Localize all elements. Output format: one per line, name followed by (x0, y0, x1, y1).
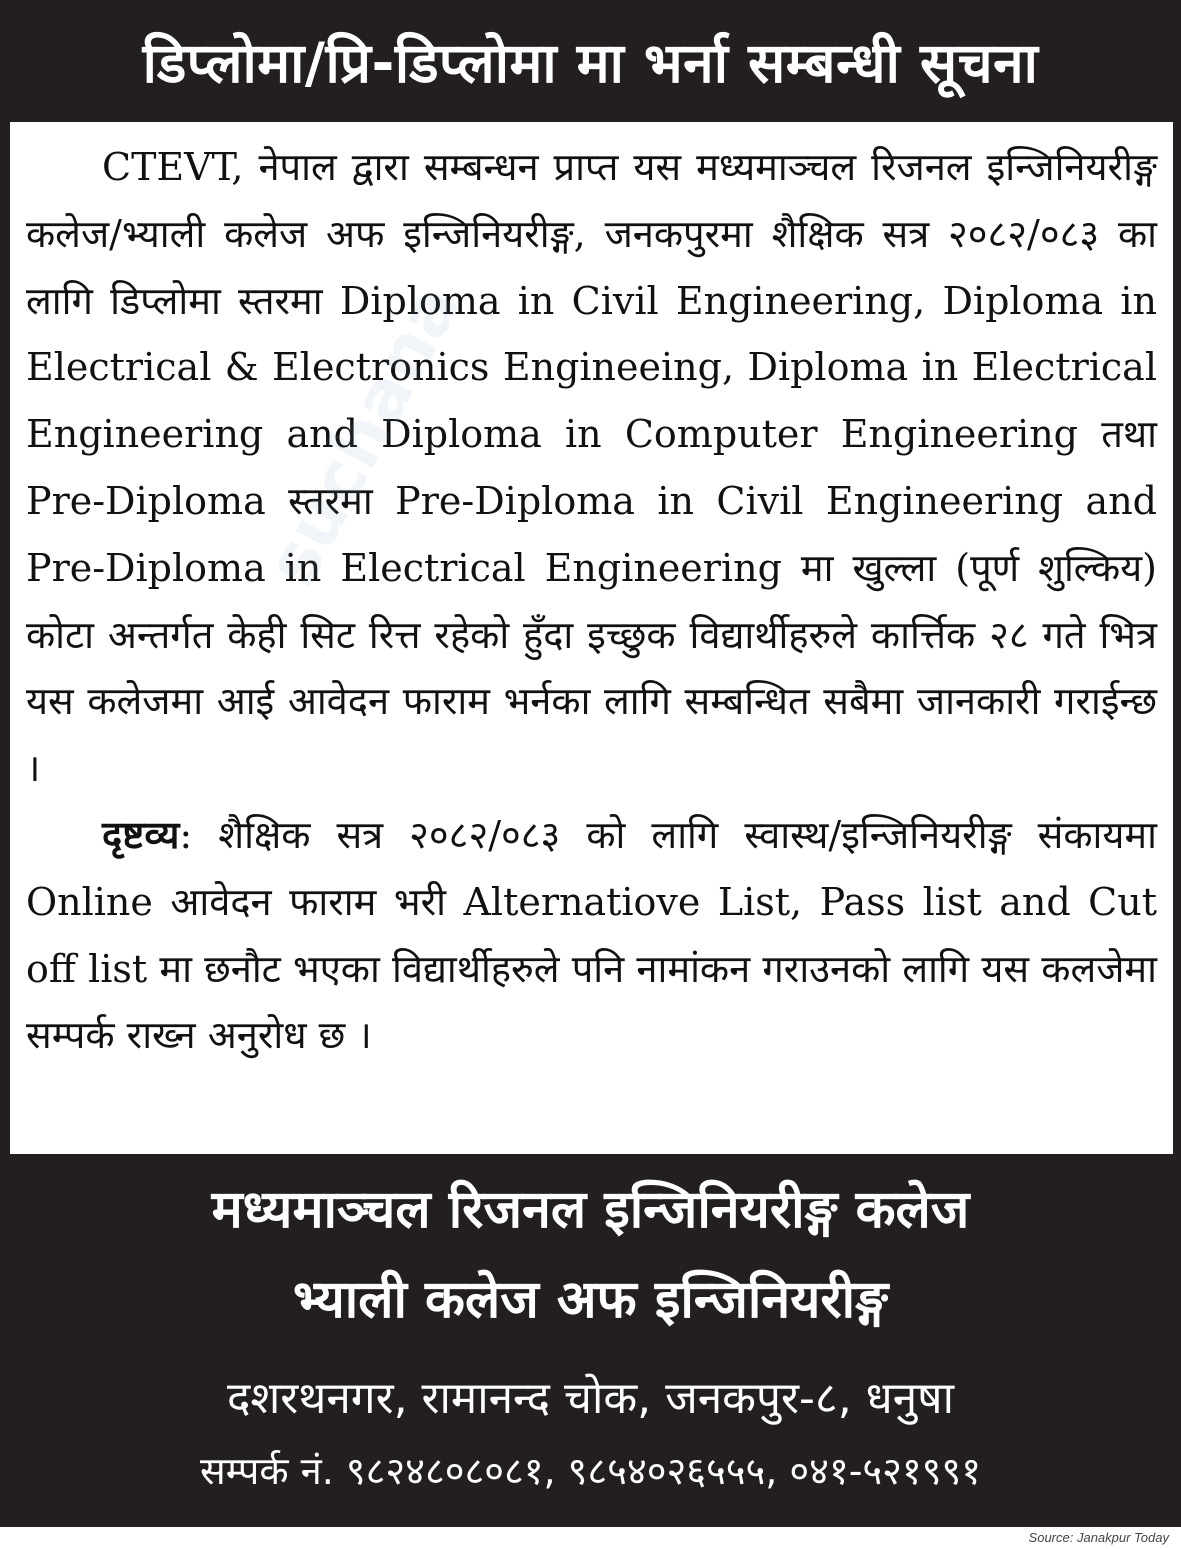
notice-note (26, 802, 1157, 1069)
note-text: : शैक्षिक सत्र २०८२/०८३ को लागि स्वास्थ/इन्जिनियरीङ्ग संकायमा Online आवेदन फाराम भरी Alternatiove List, Pass list and Cut off list मा छनौट भएका विद्यार्थीहरुले पनि नामांकन गराउनको लागि यस कलजेमा सम्पर्क राख्न अनुरोध छ । (26, 812, 1157, 1058)
source-credit: Source: Janakpur Today (1028, 1530, 1169, 1545)
college-footer (0, 1154, 1181, 1527)
college-name-secondary: भ्याली कलेज अफ इन्जिनियरीङ्ग (292, 1270, 889, 1330)
contact-numbers: सम्पर्क नं. ९८२४८०८०८१, ९८५४०२६५५५, ०४१-५२१९९१ (200, 1449, 981, 1493)
notice-paragraph: CTEVT, नेपाल द्वारा सम्बन्धन प्राप्त यस मध्यमाञ्चल रिजनल इन्जिनियरीङ्ग कलेज/भ्याली कलेज अफ इन्जिनियरीङ्ग, जनकपुरमा शैक्षिक सत्र २०८२/०८३ का लागि डिप्लोमा स्तरमा Diploma in Civil Engineering, Diploma in Electrical & Electronics Engineeing, Diploma in Electrical Engineering and Diploma in Computer Engineering तथा Pre-Diploma स्तरमा Pre-Diploma in Civil Engineering and Pre-Diploma in Electrical Engineering मा खुल्ला (पूर्ण शुल्किय) कोटा अन्तर्गत केही सिट रित्त रहेको हुँदा इच्छुक विद्यार्थीहरुले कार्त्तिक २८ गते भित्र यस कलेजमा आई आवेदन फाराम भर्नका लागि सम्बन्धित सबैमा जानकारी गराईन्छ । (26, 145, 1157, 791)
notice-body (10, 122, 1173, 1154)
title-bar (0, 0, 1181, 122)
college-name-primary: मध्यमाञ्चल रिजनल इन्जिनियरीङ्ग कलेज (211, 1180, 970, 1240)
notice-title: डिप्लोमा/प्रि-डिप्लोमा मा भर्ना सम्बन्धी सूचना (142, 30, 1039, 95)
note-label: दृष्टव्य (102, 812, 180, 857)
college-address: दशरथनगर, रामानन्द चोक, जनकपुर-८, धनुषा (226, 1373, 954, 1424)
